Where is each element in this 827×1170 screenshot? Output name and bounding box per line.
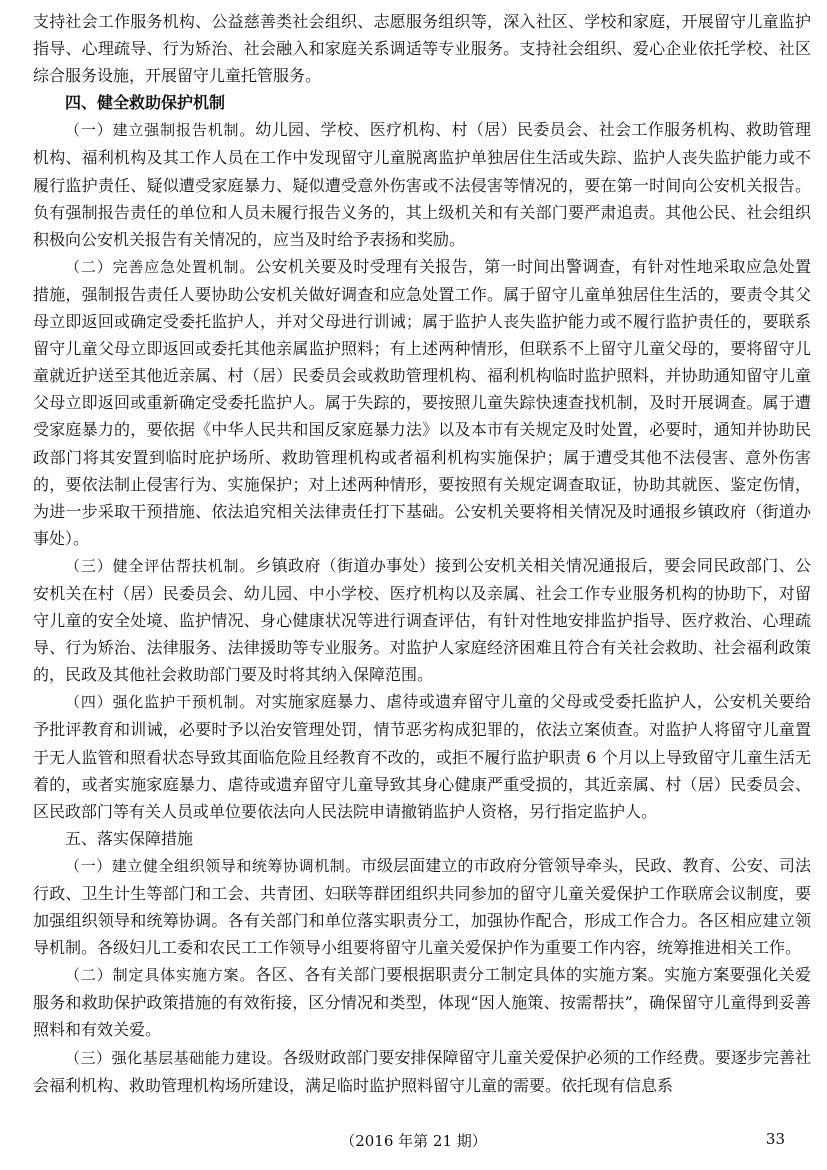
paragraph-5-3: （三）强化基层基础能力建设。各级财政部门要安排保障留守儿童关爱保护必须的工作经费。要逐步完善社会福利机构、救助管理机构场所建设，满足临时监护照料留守儿童的需要。依托现有信息系 [33, 1047, 811, 1095]
section-heading-4: 四、健全救助保护机制 [65, 93, 226, 113]
paragraph-lead: （二）制定具体实施方案。 [65, 966, 256, 985]
paragraph-lead: （四）强化监护干预机制。 [65, 693, 256, 712]
document-body [33, 8, 811, 1099]
paragraph-5-2: （二）制定具体实施方案。各区、各有关部门要根据职责分工制定具体的实施方案。实施方案要强化关爱服务和救助保护政策措施的有效衔接，区分情况和类型，体现“因人施策、按需帮扶”，确保留守儿童得到妥善照料和有效关爱。 [33, 965, 811, 1040]
paragraph-5-1: （一）建立健全组织领导和统筹协调机制。市级层面建立的市政府分管领导牵头，民政、教育、公安、司法行政、卫生计生等部门和工会、共青团、妇联等群团组织共同参加的留守儿童关爱保护工作联席会议制度，要加强组织领导和统筹协调。各有关部门和单位落实职责分工，加强协作配合，形成工作合力。各区相应建立领导机制。各级妇儿工委和农民工工作领导小组要将留守儿童关爱保护作为重要工作内容，统筹推进相关工作。 [33, 855, 811, 958]
paragraph-4-3: （三）健全评估帮扶机制。乡镇政府（街道办事处）接到公安机关相关情况通报后，要会同民政部门、公安机关在村（居）民委员会、幼儿园、中小学校、医疗机构以及亲属、社会工作专业服务机构的协助下，对留守儿童的安全处境、监护情况、身心健康状况等进行调查评估，有针对性地安排监护指导、医疗救治、心理疏导、行为矫治、法律服务、法律援助等专业服务。对监护人家庭经济困难且符合有关社会救助、社会福利政策的，民政及其他社会救助部门要及时将其纳入保障范围。 [33, 555, 811, 685]
paragraph-4-1: （一）建立强制报告机制。幼儿园、学校、医疗机构、村（居）民委员会、社会工作服务机构、救助管理机构、福利机构及其工作人员在工作中发现留守儿童脱离监护单独居住生活或失踪、监护人丧失监护能力或不履行监护责任、疑似遭受家庭暴力、疑似遭受意外伤害或不法侵害等情况的，要在第一时间向公安机关报告。负有强制报告责任的单位和人员未履行报告义务的，其上级机关和有关部门要严肃追责。其他公民、社会组织积极向公安机关报告有关情况的，应当及时给予表扬和奖励。 [33, 120, 811, 249]
paragraph-lead: （一）建立健全组织领导和统筹协调机制。 [65, 856, 361, 875]
paragraph-lead: （一）建立强制报告机制。 [65, 121, 256, 140]
paragraph-intro-continuation: 支持社会工作服务机构、公益慈善类社会组织、志愿服务组织等，深入社区、学校和家庭，开展留守儿童监护指导、心理疏导、行为矫治、社会融入和家庭关系调适等专业服务。支持社会组织、爱心企业依托学校、社区综合服务设施，开展留守儿童托管服务。 [33, 12, 811, 86]
paragraph-lead: （三）强化基层基础能力建设。 [65, 1048, 283, 1067]
paragraph-lead: （三）健全评估帮扶机制。 [65, 556, 256, 575]
section-heading-5: 五、落实保障措施 [65, 828, 194, 848]
paragraph-4-4: （四）强化监护干预机制。对实施家庭暴力、虐待或遗弃留守儿童的父母或受委托监护人，公安机关要给予批评教育和训诫，必要时予以治安管理处罚，情节恶劣构成犯罪的，依法立案侦查。对监护人将留守儿童置于无人监管和照看状态导致其面临危险且经教育不改的，或拒不履行监护职责 6 个月以上导致留守儿童生活无着的，或者实施家庭暴力、虐待或遗弃留守儿童导致其身心健康严重受损的，其近亲属、村（居）民委员会、区民政部门等有关人员或单位要依法向人民法院申请撤销监护人资格，另行指定监护人。 [33, 692, 811, 821]
paragraph-4-2: （二）完善应急处置机制。公安机关要及时受理有关报告，第一时间出警调查，有针对性地采取应急处置措施，强制报告责任人要协助公安机关做好调查和应急处置工作。属于留守儿童单独居住生活的，要责令其父母立即返回或确定受委托监护人，并对父母进行训诫；属于监护人丧失监护能力或不履行监护责任的，要联系留守儿童父母立即返回或委托其他亲属监护照料；有上述两种情形，但联系不上留守儿童父母的，要将留守儿童就近护送至其他近亲属、村（居）民委员会或救助管理机构、福利机构临时监护照料，并协助通知留守儿童父母立即返回或重新确定受委托监护人。属于失踪的，要按照儿童失踪快速查找机制，及时开展调查。属于遭受家庭暴力的，要依据《中华人民共和国反家庭暴力法》以及本市有关规定及时处置，必要时，通知并协助民政部门将其安置到临时庇护场所、救助管理机构或者福利机构实施保护；属于遭受其他不法侵害、意外伤害的，要依法制止侵害行为、实施保护；对上述两种情形，要按照有关规定调查取证，协助其就医、鉴定伤情，为进一步采取干预措施、依法追究相关法律责任打下基础。公安机关要将相关情况及时通报乡镇政府（街道办事处）。 [33, 256, 811, 548]
page-footer [0, 1130, 827, 1154]
page-number: 33 [765, 1130, 785, 1148]
paragraph-lead: （二）完善应急处置机制。 [65, 257, 256, 276]
issue-label: （2016 年第 21 期） [340, 1132, 487, 1150]
